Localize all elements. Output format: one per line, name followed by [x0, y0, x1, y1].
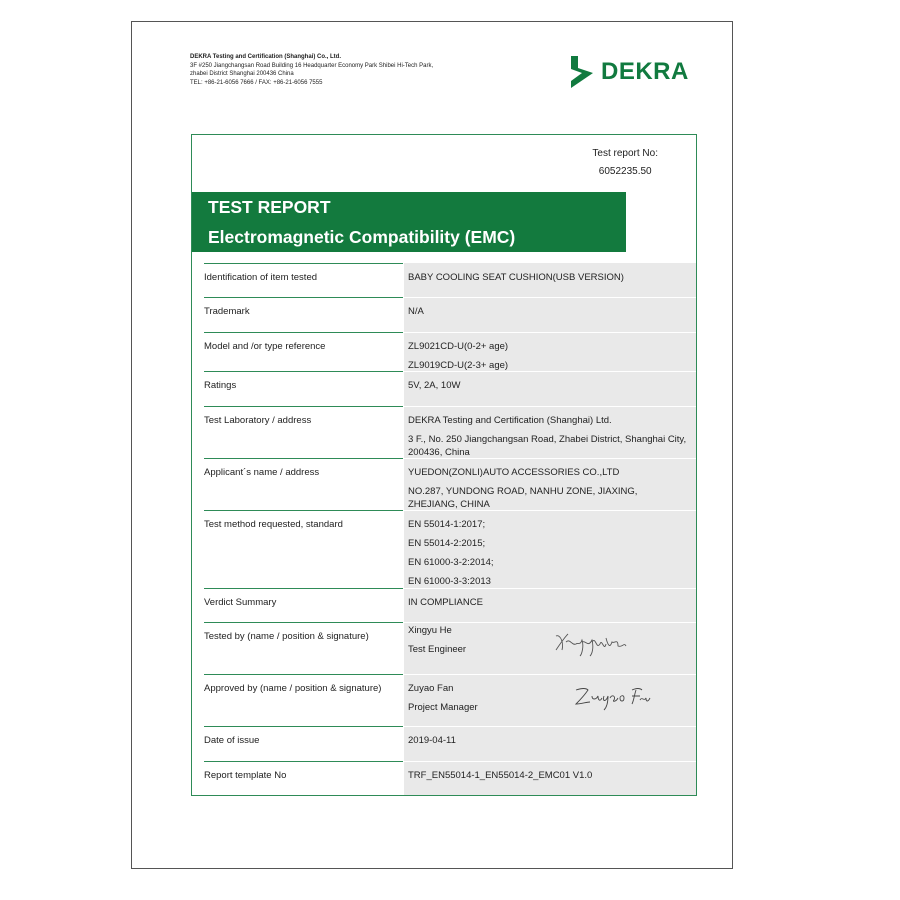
- row-divider: [204, 371, 403, 372]
- lab-name: DEKRA Testing and Certification (Shanghai) Ltd.: [408, 415, 612, 426]
- company-name: DEKRA Testing and Certification (Shanghai) Co., Ltd.: [190, 54, 341, 60]
- value-method: [408, 515, 688, 591]
- row-divider: [204, 510, 403, 511]
- tester-position: Test Engineer: [408, 644, 467, 655]
- company-address-line1: 3F #250 Jiangchangsan Road Building 16 Headquarter Economy Park Shibei Hi-Tech Park,: [190, 62, 434, 69]
- row-divider: [204, 622, 403, 623]
- label-item: Identification of item tested: [204, 272, 318, 283]
- row-divider: [204, 674, 403, 675]
- label-model: Model and /or type reference: [204, 341, 326, 352]
- approver-signature: [572, 682, 652, 712]
- approver-position: Project Manager: [408, 702, 478, 713]
- model-line: ZL9019CD-U(2-3+ age): [408, 360, 509, 371]
- row-divider: [204, 263, 403, 264]
- row-divider: [404, 458, 696, 459]
- tester-name: Xingyu He: [408, 625, 452, 636]
- standard-line: EN 61000-3-2:2014;: [408, 557, 494, 568]
- row-divider: [204, 458, 403, 459]
- report-number-label: Test report No:: [592, 148, 658, 159]
- applicant-name: YUEDON(ZONLI)AUTO ACCESSORIES CO.,LTD: [408, 467, 620, 478]
- value-item: BABY COOLING SEAT CUSHION(USB VERSION): [408, 272, 624, 283]
- row-divider: [204, 588, 403, 589]
- lab-address: 3 F., No. 250 Jiangchangsan Road, Zhabei District, Shanghai City, 200436, China: [408, 434, 687, 458]
- label-lab: Test Laboratory / address: [204, 415, 312, 426]
- row-divider: [404, 588, 696, 589]
- row-divider: [404, 297, 696, 298]
- label-trademark: Trademark: [204, 306, 250, 317]
- standard-line: EN 55014-2:2015;: [408, 538, 486, 549]
- company-address-line2: zhabei District Shanghai 200436 China: [190, 71, 294, 77]
- row-divider: [204, 726, 403, 727]
- row-divider: [204, 761, 403, 762]
- label-ratings: Ratings: [204, 380, 237, 391]
- value-ratings: 5V, 2A, 10W: [408, 380, 461, 391]
- report-number: 6052235.50: [598, 166, 652, 177]
- label-date: Date of issue: [204, 735, 260, 746]
- logo-text: DEKRA: [601, 58, 689, 85]
- label-method: Test method requested, standard: [204, 519, 343, 530]
- row-divider: [204, 406, 403, 407]
- value-trademark: N/A: [408, 306, 424, 317]
- applicant-address: NO.287, YUNDONG ROAD, NANHU ZONE, JIAXING, ZHEJIANG, CHINA: [408, 486, 638, 510]
- report-frame: [191, 134, 697, 796]
- model-line: ZL9021CD-U(0-2+ age): [408, 341, 509, 352]
- label-applicant: Applicant´s name / address: [204, 467, 320, 478]
- tester-signature: [552, 628, 632, 660]
- row-divider: [204, 297, 403, 298]
- value-applicant: [408, 463, 688, 511]
- company-contact: TEL: +86-21-6056 7666 / FAX: +86-21-6056 7555: [190, 79, 323, 86]
- value-model: [408, 337, 688, 375]
- document-page: [131, 21, 733, 869]
- dekra-logo-icon: [569, 56, 595, 88]
- label-approved-by: Approved by (name / position & signature): [204, 683, 382, 694]
- dekra-logo: [569, 56, 689, 88]
- approver-name: Zuyao Fan: [408, 683, 454, 694]
- value-tested-by: [408, 621, 688, 659]
- company-header: [190, 53, 433, 87]
- row-divider: [404, 406, 696, 407]
- label-template: Report template No: [204, 770, 287, 781]
- row-divider: [404, 674, 696, 675]
- value-template: TRF_EN55014-1_EN55014-2_EMC01 V1.0: [408, 770, 593, 781]
- standard-line: EN 61000-3-3:2013: [408, 576, 491, 587]
- report-subtitle: Electromagnetic Compatibility (EMC): [208, 227, 516, 247]
- row-divider: [404, 726, 696, 727]
- value-lab: [408, 411, 688, 459]
- row-divider: [404, 371, 696, 372]
- row-divider: [204, 332, 403, 333]
- value-verdict: IN COMPLIANCE: [408, 597, 483, 608]
- row-divider: [404, 510, 696, 511]
- row-divider: [404, 332, 696, 333]
- value-date: 2019-04-11: [408, 735, 456, 746]
- row-divider: [404, 761, 696, 762]
- label-verdict: Verdict Summary: [204, 597, 277, 608]
- report-number-block: [592, 145, 658, 181]
- report-title: TEST REPORT: [208, 197, 331, 217]
- title-banner: [192, 192, 626, 252]
- standard-line: EN 55014-1:2017;: [408, 519, 486, 530]
- label-tested-by: Tested by (name / position & signature): [204, 631, 369, 642]
